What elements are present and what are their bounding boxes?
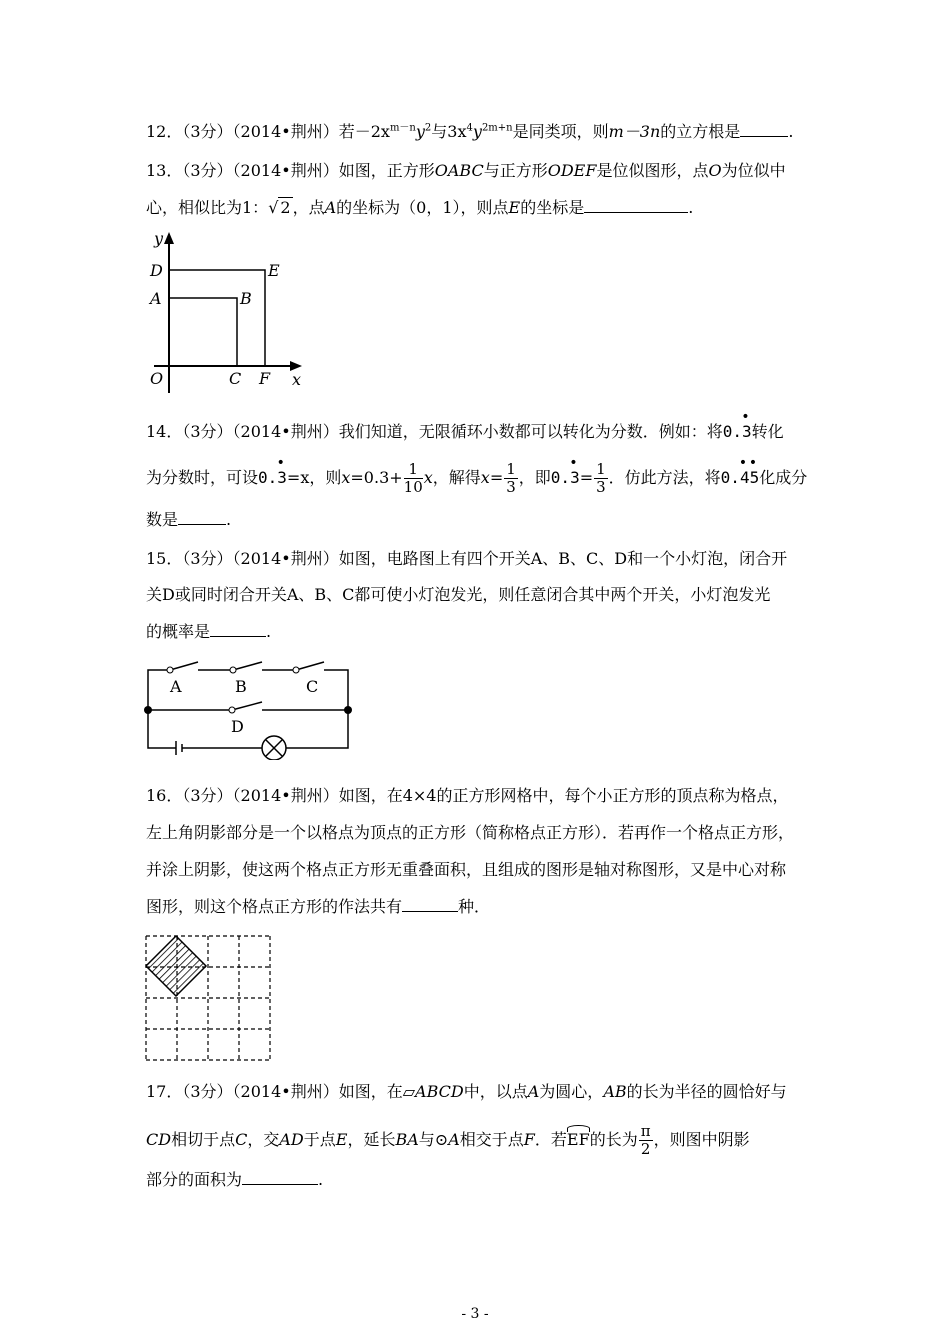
q14-line-3: 数是 .	[146, 510, 232, 529]
shaded-square	[146, 936, 206, 996]
q14-answer-blank[interactable]	[178, 510, 226, 525]
q12-line: 12．（3分）（2014•荆州）若$-2x^{m-n}y^2$与$3x^4y^{2m+n}$是同类项，则m－3n的立方根是 .	[146, 122, 794, 141]
q12-answer-blank[interactable]	[740, 122, 788, 137]
q16-line-1: 16．（3分）（2014•荆州）如图，在4×4的正方形网格中，每个小正方形的顶点称为格点，	[146, 786, 789, 805]
q13-line-1: 13．（3分）（2014•荆州）如图，正方形OABC与正方形ODEF是位似图形，点O为位似中	[146, 161, 786, 180]
label-E: E	[268, 261, 280, 280]
q14-line-2: 为分数时，可设0.3 • =x，则x=0.3+ $\frac{1}{10}$ x，解得x= $\frac{1}{3}$ ，即0.3 • = $\frac{1}{3}$ ．仿此方法，将0.45 • • 化成分	[146, 455, 808, 496]
q15-circuit	[140, 660, 360, 760]
square-oabc	[169, 298, 237, 366]
q15-line-3: 的概率是 .	[146, 622, 272, 641]
page-number: - 3 -	[461, 1306, 489, 1322]
q17-answer-blank[interactable]	[242, 1170, 318, 1185]
repeating-decimal-3: 0.3 •	[550, 455, 580, 487]
fraction-1-3-a: $\frac{1}{3}$	[506, 460, 516, 496]
switch-label-D: D	[231, 717, 244, 736]
switch-label-A: A	[170, 677, 182, 696]
junction-right	[344, 706, 352, 714]
q16-answer-blank[interactable]	[402, 897, 458, 912]
switch-A	[170, 662, 198, 670]
square-odef	[169, 270, 265, 366]
top-wire-left	[148, 670, 170, 710]
junction-left	[144, 706, 152, 714]
label-A: A	[150, 289, 162, 308]
switch-C	[296, 662, 324, 670]
q16-grid	[142, 932, 274, 1064]
q16-line-4: 图形，则这个格点正方形的作法共有 种．	[146, 897, 491, 916]
q17-line-1: 17．（3分）（2014•荆州）如图，在▱ABCD中，以点A为圆心，AB的长为半径的圆恰好与	[146, 1082, 787, 1101]
label-D: D	[150, 261, 163, 280]
sqrt-expression: √ 2	[268, 198, 291, 217]
q17-line-2: CD相切于点C，交AD于点E，延长BA与⊙A相交于点F．若EF的长为 $\frac{\pi}{2}$ ，则图中阴影	[146, 1122, 750, 1158]
q16-line-3: 并涂上阴影，使这两个格点正方形无重叠面积，且组成的图形是轴对称图形，又是中心对称	[146, 860, 787, 879]
q14-line-1: 14．（3分）（2014•荆州）我们知道，无限循环小数都可以转化为分数．例如：将0.3 • 转化	[146, 409, 784, 441]
switch-D	[232, 702, 262, 710]
repeating-decimal-2: 0.3 •	[258, 455, 287, 487]
label-C: C	[229, 369, 242, 388]
switch-label-C: C	[306, 677, 319, 696]
q15-line-2: 关D或同时闭合开关A、B、C都可使小灯泡发光，则任意闭合其中两个开关，小灯泡发光	[146, 585, 771, 604]
fraction-pi-2: $\frac{\pi}{2}$	[640, 1122, 651, 1158]
q15-line-1: 15．（3分）（2014•荆州）如图，电路图上有四个开关A、B、C、D和一个小灯泡，闭合开	[146, 549, 788, 568]
label-F: F	[259, 369, 271, 388]
repeating-decimal-1: 0.3 •	[722, 409, 752, 441]
switch-label-B: B	[235, 677, 247, 696]
q13-figure	[144, 228, 314, 398]
label-O: O	[150, 369, 164, 388]
label-x: x	[292, 370, 302, 389]
label-y: y	[154, 229, 164, 248]
label-B: B	[240, 289, 252, 308]
q15-answer-blank[interactable]	[210, 622, 266, 637]
q17-line-3: 部分的面积为 .	[146, 1170, 324, 1189]
switch-B	[233, 662, 262, 670]
repeating-decimal-4: 0.45 • •	[720, 455, 760, 487]
q13-line-2: 心，相似比为1：√ 2 ，点A的坐标为（0，1），则点E的坐标是 .	[146, 198, 694, 217]
q16-line-2: 左上角阴影部分是一个以格点为顶点的正方形（简称格点正方形）．若再作一个格点正方形，	[146, 823, 795, 842]
q13-answer-blank[interactable]	[584, 198, 688, 213]
fraction-1-10: $\frac{1}{10}$	[403, 460, 423, 496]
fraction-1-3-b: $\frac{1}{3}$	[596, 460, 606, 496]
y-axis-arrow	[164, 232, 174, 244]
arc-ef: EF	[566, 1130, 590, 1149]
